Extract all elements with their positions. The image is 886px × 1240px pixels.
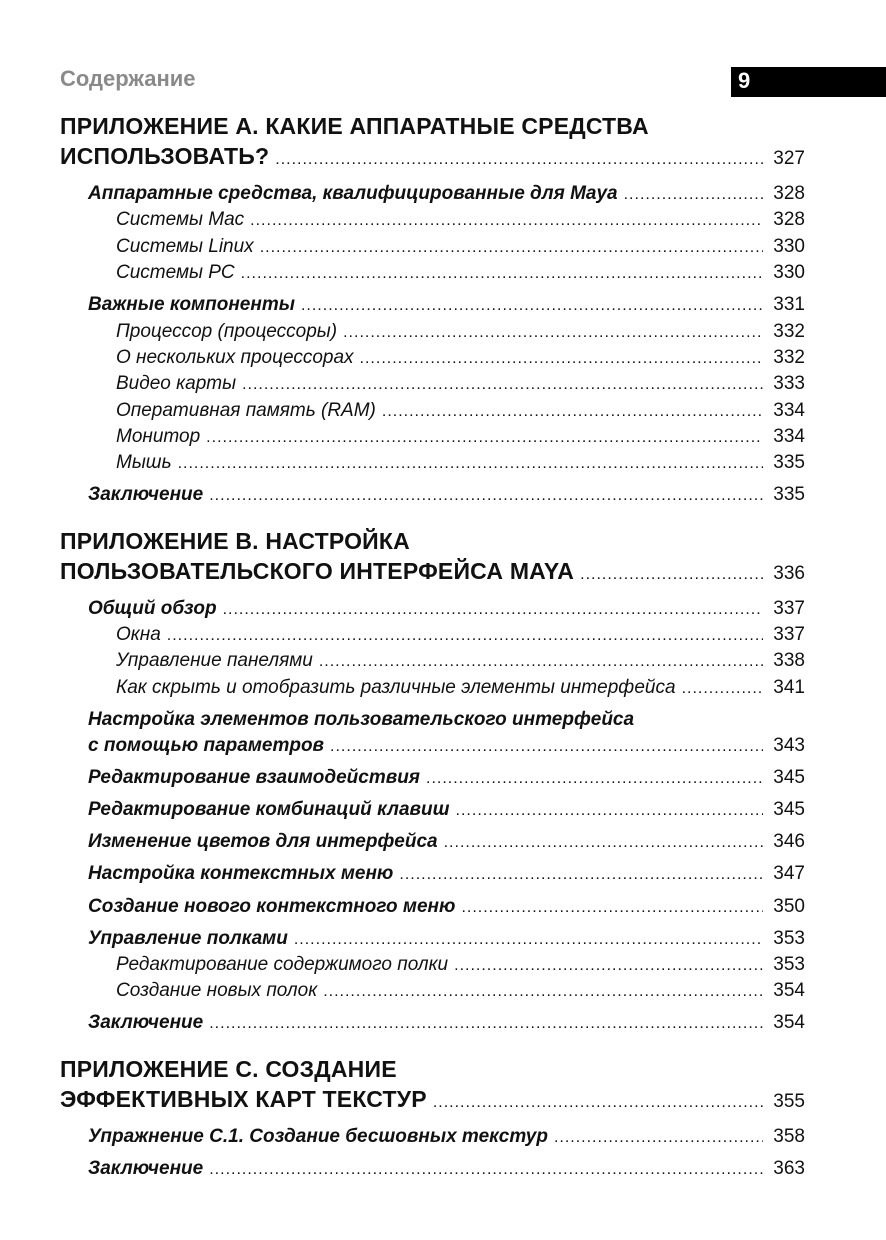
subsection-title: Процессор (процессоры) [116, 321, 338, 342]
subsection-title: О нескольких процессорах [116, 347, 354, 368]
page-ref: 337 [773, 624, 805, 645]
appendix-a-title-line1: ПРИЛОЖЕНИЕ А. КАКИЕ АППАРАТНЫЕ СРЕДСТВА [60, 113, 649, 139]
toc-subsection[interactable] [116, 650, 805, 672]
toc-subsection[interactable] [116, 262, 805, 284]
page-ref: 345 [773, 799, 805, 820]
toc-subsection[interactable] [116, 236, 805, 258]
toc-section[interactable] [88, 896, 805, 918]
leader-dots [382, 403, 763, 421]
leader-dots [294, 931, 763, 949]
subsection-title: Оперативная память (RAM) [116, 400, 376, 421]
leader-dots [426, 770, 763, 788]
subsection-title: Системы Mac [116, 209, 245, 230]
leader-dots [360, 350, 763, 368]
section-title: Общий обзор [88, 598, 217, 619]
leader-dots [554, 1129, 763, 1147]
page-ref: 354 [773, 1012, 805, 1033]
section-title: Важные компоненты [88, 294, 295, 315]
page-ref: 327 [773, 148, 805, 169]
leader-dots [330, 738, 763, 756]
section-title: Заключение [88, 1012, 204, 1033]
subsection-title: Создание новых полок [116, 980, 318, 1001]
toc-subsection[interactable] [116, 954, 805, 976]
page-ref: 332 [773, 347, 805, 368]
leader-dots [444, 834, 763, 852]
page-ref: 332 [773, 321, 805, 342]
leader-dots [209, 1015, 763, 1033]
page-ref: 328 [773, 209, 805, 230]
leader-dots [209, 487, 763, 505]
toc-section[interactable] [88, 831, 805, 853]
page-ref: 346 [773, 831, 805, 852]
toc-section[interactable] [88, 484, 805, 506]
leader-dots [433, 1094, 763, 1112]
leader-dots [260, 239, 763, 257]
appendix-c-title-line1: ПРИЛОЖЕНИЕ C. СОЗДАНИЕ [60, 1056, 397, 1082]
page-ref: 330 [773, 262, 805, 283]
toc-subsection[interactable] [116, 347, 805, 369]
leader-dots [178, 455, 763, 473]
leader-dots [242, 376, 763, 394]
appendix-c-entry[interactable] [60, 1086, 805, 1113]
section-title: Заключение [88, 484, 204, 505]
page-ref: 334 [773, 426, 805, 447]
leader-dots [167, 627, 763, 645]
leader-dots [343, 324, 763, 342]
toc-subsection[interactable] [116, 321, 805, 343]
section-title: Редактирование комбинаций клавиш [88, 799, 450, 820]
page-ref: 354 [773, 980, 805, 1001]
subsection-title: Системы Linux [116, 236, 254, 257]
page-ref: 330 [773, 236, 805, 257]
subsection-title: Монитор [116, 426, 201, 447]
page-ref: 336 [773, 563, 805, 584]
page-number: 9 [738, 68, 751, 93]
section-title: Изменение цветов для интерфейса [88, 831, 438, 852]
toc-section[interactable] [88, 183, 805, 205]
page-ref: 350 [773, 896, 805, 917]
toc-section[interactable] [88, 799, 805, 821]
leader-dots [323, 983, 763, 1001]
subsection-title: Мышь [116, 452, 172, 473]
appendix-b-title-line2: ПОЛЬЗОВАТЕЛЬСКОГО ИНТЕРФЕЙСА MAYA [60, 558, 575, 584]
subsection-title: Системы PC [116, 262, 235, 283]
page-ref: 335 [773, 452, 805, 473]
toc-subsection[interactable] [116, 624, 805, 646]
leader-dots [241, 265, 763, 283]
section-title: Упражнение С.1. Создание бесшовных текстур [88, 1126, 548, 1147]
running-header-title: Содержание [60, 66, 196, 91]
section-title: Настройка контекстных меню [88, 863, 394, 884]
toc-subsection[interactable] [116, 209, 805, 231]
leader-dots [456, 802, 763, 820]
section-title-line1: Настройка элементов пользовательского интерфейса [88, 709, 635, 730]
leader-dots [624, 186, 763, 204]
toc-subsection[interactable] [116, 400, 805, 422]
leader-dots [682, 680, 763, 698]
toc-subsection[interactable] [116, 426, 805, 448]
subsection-title: Видео карты [116, 373, 237, 394]
section-title: Управление полками [88, 928, 288, 949]
toc-subsection[interactable] [116, 677, 805, 699]
leader-dots [206, 429, 763, 447]
toc-section[interactable] [88, 863, 805, 885]
leader-dots [275, 151, 763, 169]
toc-section[interactable] [88, 1158, 805, 1180]
toc-subsection[interactable] [116, 980, 805, 1002]
subsection-title: Управление панелями [116, 650, 313, 671]
page-number-tab [731, 67, 886, 97]
leader-dots [223, 601, 763, 619]
leader-dots [301, 297, 763, 315]
page-ref: 345 [773, 767, 805, 788]
subsection-title: Редактирование содержимого полки [116, 954, 449, 975]
leader-dots [580, 566, 763, 584]
toc-subsection[interactable] [116, 373, 805, 395]
page-ref: 343 [773, 735, 805, 756]
page-ref: 347 [773, 863, 805, 884]
leader-dots [209, 1161, 763, 1179]
leader-dots [454, 957, 763, 975]
page-ref: 337 [773, 598, 805, 619]
section-title: Создание нового контекстного меню [88, 896, 456, 917]
toc-section[interactable] [88, 1126, 805, 1148]
page-ref: 358 [773, 1126, 805, 1147]
section-title: с помощью параметров [88, 735, 325, 756]
section-title: Редактирование взаимодействия [88, 767, 420, 788]
toc-subsection[interactable] [116, 452, 805, 474]
appendix-a-entry[interactable] [60, 143, 805, 170]
leader-dots [399, 866, 763, 884]
page-ref: 353 [773, 954, 805, 975]
leader-dots [319, 653, 763, 671]
page-ref: 338 [773, 650, 805, 671]
toc-section[interactable] [88, 928, 805, 950]
appendix-b-entry[interactable] [60, 558, 805, 585]
toc-section[interactable] [88, 767, 805, 789]
leader-dots [250, 212, 763, 230]
appendix-b-title-line1: ПРИЛОЖЕНИЕ B. НАСТРОЙКА [60, 528, 410, 554]
toc-section[interactable] [88, 598, 805, 620]
toc-section[interactable] [88, 735, 805, 757]
section-title: Аппаратные средства, квалифицированные для Maya [88, 183, 618, 204]
page-ref: 353 [773, 928, 805, 949]
page-ref: 341 [773, 677, 805, 698]
page-ref: 333 [773, 373, 805, 394]
toc-section[interactable] [88, 294, 805, 316]
page-ref: 334 [773, 400, 805, 421]
page-ref: 363 [773, 1158, 805, 1179]
toc-section[interactable] [88, 1012, 805, 1034]
page-ref: 328 [773, 183, 805, 204]
subsection-title: Как скрыть и отобразить различные элементы интерфейса [116, 677, 676, 698]
leader-dots [461, 899, 763, 917]
appendix-a-title-line2: ИСПОЛЬЗОВАТЬ? [60, 143, 270, 169]
page-ref: 335 [773, 484, 805, 505]
page-ref: 331 [773, 294, 805, 315]
appendix-c-title-line2: ЭФФЕКТИВНЫХ КАРТ ТЕКСТУР [60, 1086, 427, 1112]
subsection-title: Окна [116, 624, 161, 645]
page-ref: 355 [773, 1091, 805, 1112]
section-title: Заключение [88, 1158, 204, 1179]
